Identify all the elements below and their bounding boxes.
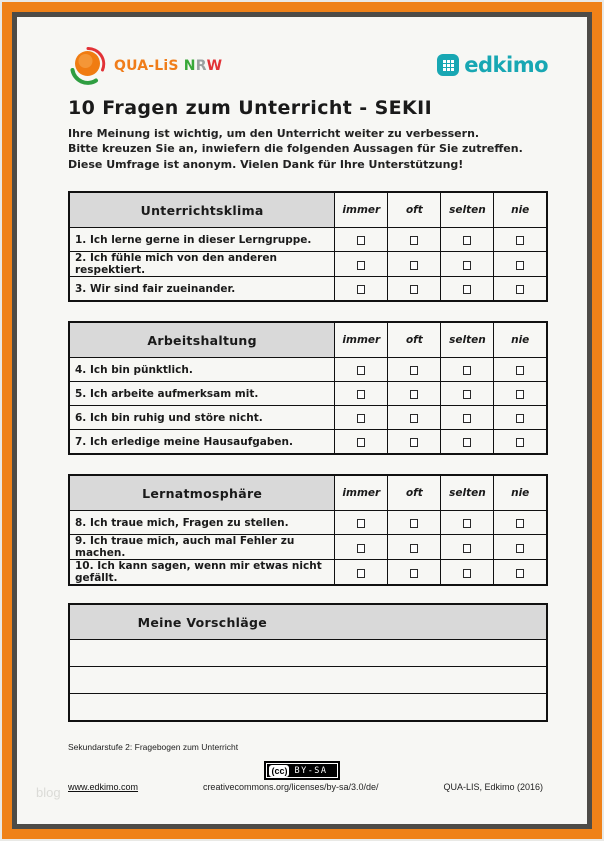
qualis-name: QUA-LiS [114, 58, 179, 74]
intro-line: Ihre Meinung ist wichtig, um den Unterricht weiter zu verbessern. [68, 127, 480, 140]
checkbox-cell [335, 382, 388, 406]
checkbox[interactable] [410, 438, 418, 447]
checkbox-cell [335, 406, 388, 430]
checkbox[interactable] [516, 366, 524, 375]
checkbox[interactable] [357, 366, 365, 375]
license-url-text: creativecommons.org/licenses/by-sa/3.0/de/ [202, 782, 379, 792]
suggestions-title: Meine Vorschläge [137, 614, 267, 630]
intro-text [68, 126, 548, 172]
qualis-logo-text [114, 58, 222, 74]
table-row [69, 511, 547, 535]
checkbox[interactable] [410, 544, 418, 553]
checkbox[interactable] [410, 390, 418, 399]
checkbox[interactable] [463, 414, 471, 423]
table-row [69, 252, 547, 277]
option-column-header: oft [388, 475, 441, 511]
table-row [69, 277, 547, 301]
checkbox-cell [335, 277, 388, 301]
checkbox[interactable] [463, 261, 471, 270]
document-page [17, 17, 587, 824]
checkbox-cell [335, 228, 388, 252]
checkbox[interactable] [516, 569, 524, 578]
checkbox-cell [388, 511, 441, 535]
checkbox[interactable] [410, 285, 418, 294]
checkbox-cell [441, 252, 494, 277]
checkbox-cell [494, 382, 547, 406]
checkbox[interactable] [410, 261, 418, 270]
suggestions-header [70, 605, 546, 639]
question-text: 4. Ich bin pünktlich. [69, 358, 335, 382]
checkbox[interactable] [516, 236, 524, 245]
checkbox[interactable] [410, 366, 418, 375]
checkbox-cell [441, 430, 494, 454]
option-column-header: nie [494, 322, 547, 358]
checkbox-cell [441, 277, 494, 301]
table-row [69, 382, 547, 406]
checkbox-cell [388, 560, 441, 586]
suggestion-empty-row[interactable] [70, 666, 546, 693]
question-text: 10. Ich kann sagen, wenn mir etwas nicht gefällt. [69, 560, 335, 586]
option-column-header: nie [494, 475, 547, 511]
suggestion-empty-row[interactable] [70, 693, 546, 720]
cc-badge-wrap [17, 759, 587, 781]
qualis-logo-icon [68, 47, 108, 85]
checkbox-cell [335, 535, 388, 560]
checkbox-cell [441, 228, 494, 252]
orange-frame [2, 2, 602, 839]
suggestions-body [70, 639, 546, 720]
survey-table-unterrichtsklima [68, 191, 548, 302]
suggestions-section [68, 603, 548, 722]
checkbox-cell [388, 277, 441, 301]
option-column-header: oft [388, 192, 441, 228]
checkbox-cell [441, 406, 494, 430]
checkbox-cell [494, 406, 547, 430]
checkbox-cell [335, 252, 388, 277]
checkbox[interactable] [410, 519, 418, 528]
cc-by-sa-badge[interactable] [264, 761, 339, 780]
checkbox[interactable] [516, 414, 524, 423]
checkbox-cell [335, 560, 388, 586]
checkbox-cell [494, 358, 547, 382]
intro-line: Diese Umfrage ist anonym. Vielen Dank für Ihre Unterstützung! [68, 157, 464, 171]
suggestion-empty-row[interactable] [70, 639, 546, 666]
checkbox[interactable] [410, 236, 418, 245]
checkbox-cell [494, 511, 547, 535]
checkbox[interactable] [463, 544, 471, 553]
checkbox-cell [335, 358, 388, 382]
checkbox-cell [494, 277, 547, 301]
table-row [69, 358, 547, 382]
checkbox[interactable] [357, 261, 365, 270]
checkbox[interactable] [463, 519, 471, 528]
option-column-header: immer [335, 322, 388, 358]
option-column-header: immer [335, 475, 388, 511]
option-column-header: immer [335, 192, 388, 228]
table-row [69, 228, 547, 252]
checkbox-cell [441, 560, 494, 586]
checkbox[interactable] [410, 569, 418, 578]
checkbox-cell [441, 511, 494, 535]
table-title: Lernatmosphäre [69, 475, 335, 511]
checkbox-cell [494, 560, 547, 586]
option-column-header: selten [441, 475, 494, 511]
checkbox[interactable] [516, 285, 524, 294]
checkbox[interactable] [357, 569, 365, 578]
cc-icon: (cc) [271, 765, 288, 776]
table-row [69, 430, 547, 454]
survey-table-lernatmosphaere [68, 474, 548, 587]
nrw-letter-n: N [183, 58, 196, 74]
table-row [69, 535, 547, 560]
checkbox-cell [441, 358, 494, 382]
checkbox-cell [494, 535, 547, 560]
option-column-header: oft [388, 322, 441, 358]
question-text: 2. Ich fühle mich von den anderen respektiert. [69, 252, 335, 277]
question-text: 1. Ich lerne gerne in dieser Lerngruppe. [69, 228, 335, 252]
checkbox-cell [441, 382, 494, 406]
checkbox[interactable] [516, 544, 524, 553]
gray-frame [12, 12, 592, 829]
table-row [69, 560, 547, 586]
checkbox-cell [388, 382, 441, 406]
checkbox[interactable] [463, 390, 471, 399]
edkimo-logo [437, 53, 548, 77]
logo-row [68, 47, 548, 87]
checkbox-cell [388, 406, 441, 430]
edkimo-logo-icon [437, 54, 459, 76]
edkimo-website-link[interactable]: www.edkimo.com [68, 782, 139, 792]
blog-watermark: blog [36, 785, 61, 800]
option-column-header: selten [441, 192, 494, 228]
nrw-letter-r: R [195, 58, 207, 74]
checkbox-cell [388, 358, 441, 382]
option-column-header: selten [441, 322, 494, 358]
footer-links-row [68, 782, 543, 792]
checkbox[interactable] [357, 236, 365, 245]
question-text: 8. Ich traue mich, Fragen zu stellen. [69, 511, 335, 535]
checkbox-cell [388, 252, 441, 277]
checkbox[interactable] [357, 544, 365, 553]
question-text: 7. Ich erledige meine Hausaufgaben. [69, 430, 335, 454]
checkbox-cell [494, 252, 547, 277]
checkbox-cell [388, 430, 441, 454]
page-title: 10 Fragen zum Unterricht - SEKII [68, 97, 433, 119]
checkbox[interactable] [516, 390, 524, 399]
option-column-header: nie [494, 192, 547, 228]
table-title: Unterrichtsklima [69, 192, 335, 228]
checkbox[interactable] [357, 414, 365, 423]
question-text: 3. Wir sind fair zueinander. [69, 277, 335, 301]
qualis-nrw-logo [68, 47, 222, 85]
checkbox-cell [335, 430, 388, 454]
document-footer-label: Sekundarstufe 2: Fragebogen zum Unterricht [68, 742, 239, 752]
checkbox[interactable] [463, 366, 471, 375]
survey-table-arbeitshaltung [68, 321, 548, 455]
checkbox[interactable] [516, 519, 524, 528]
checkbox[interactable] [516, 261, 524, 270]
cc-license-label: BY-SA [294, 765, 328, 776]
checkbox-cell [388, 228, 441, 252]
table-row [69, 406, 547, 430]
question-text: 5. Ich arbeite aufmerksam mit. [69, 382, 335, 406]
checkbox-cell [335, 511, 388, 535]
checkbox[interactable] [357, 285, 365, 294]
question-text: 9. Ich traue mich, auch mal Fehler zu machen. [69, 535, 335, 560]
intro-line: Bitte kreuzen Sie an, inwiefern die folgenden Aussagen für Sie zutreffen. [68, 142, 523, 156]
checkbox[interactable] [463, 438, 471, 447]
edkimo-logo-text: edkimo [464, 53, 548, 77]
nrw-letter-w: W [206, 58, 223, 74]
table-title: Arbeitshaltung [69, 322, 335, 358]
checkbox[interactable] [463, 285, 471, 294]
checkbox-cell [388, 535, 441, 560]
checkbox-cell [494, 228, 547, 252]
checkbox[interactable] [516, 438, 524, 447]
checkbox[interactable] [463, 236, 471, 245]
checkbox[interactable] [357, 519, 365, 528]
checkbox[interactable] [357, 390, 365, 399]
checkbox[interactable] [410, 414, 418, 423]
checkbox[interactable] [357, 438, 365, 447]
question-text: 6. Ich bin ruhig und störe nicht. [69, 406, 335, 430]
checkbox-cell [494, 430, 547, 454]
checkbox-cell [441, 535, 494, 560]
checkbox[interactable] [463, 569, 471, 578]
credits-text: QUA-LIS, Edkimo (2016) [443, 782, 543, 792]
